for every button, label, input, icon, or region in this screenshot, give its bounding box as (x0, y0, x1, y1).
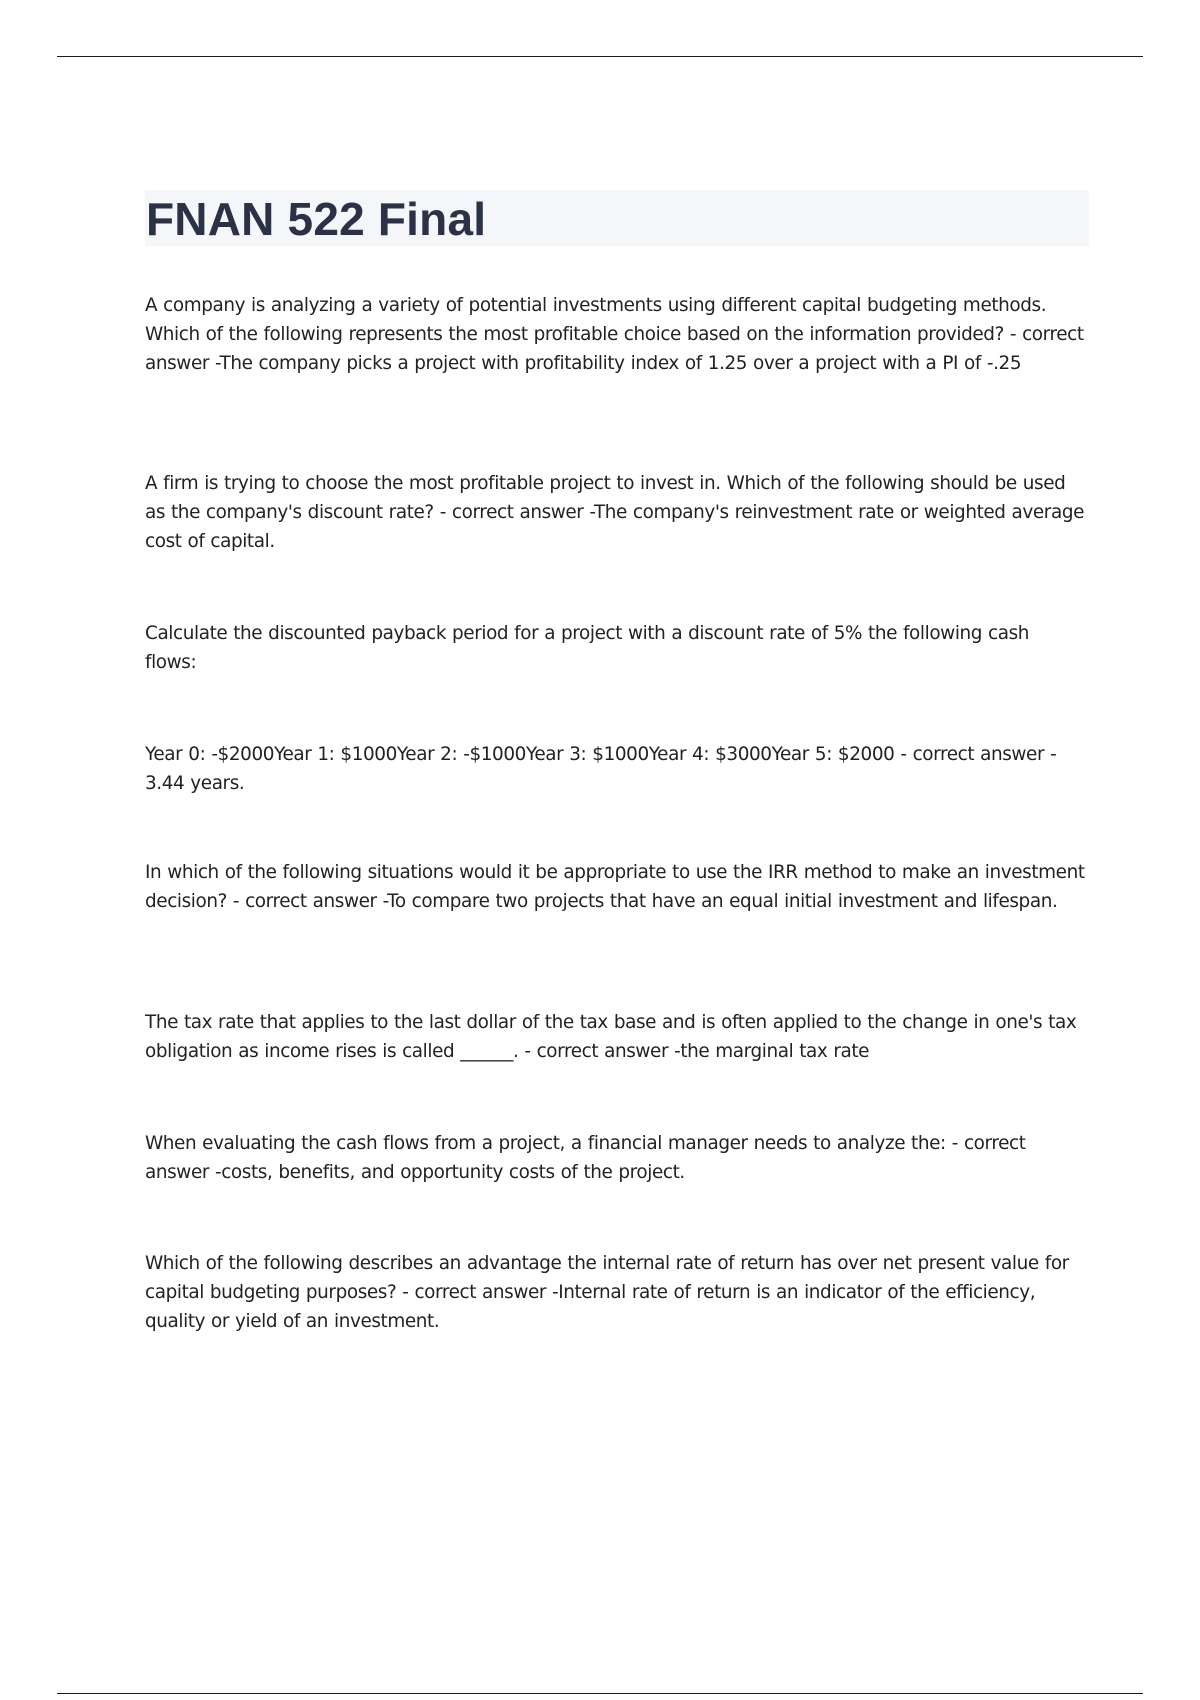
question-answer-paragraph: The tax rate that applies to the last dollar of the tax base and is often applied to the change in one's tax obligation as income rises is called ______. - correct answer -the marginal tax rate (145, 1012, 1077, 1062)
question-answer-paragraph: A firm is trying to choose the most profitable project to invest in. Which of the following should be used as the company's discount rate? - correct answer -The company's reinvestment rate or weighted average cost of capital. (145, 473, 1085, 552)
top-divider (57, 56, 1143, 57)
cash-flow-answer-paragraph: Year 0: -$2000Year 1: $1000Year 2: -$1000Year 3: $1000Year 4: $3000Year 5: $2000 - correct answer - 3.44 years. (145, 744, 1057, 794)
document-title: FNAN 522 Final (146, 193, 487, 245)
question-answer-paragraph: In which of the following situations would it be appropriate to use the IRR method to make an investment decision? - correct answer -To compare two projects that have an equal initial investment and lifespan. (145, 862, 1085, 912)
question-paragraph: Calculate the discounted payback period for a project with a discount rate of 5% the following cash flows: (145, 623, 1030, 673)
bottom-divider (57, 1693, 1143, 1694)
question-answer-paragraph: A company is analyzing a variety of potential investments using different capital budgeting methods. Which of the following represents the most profitable choice based on the information provided? - correct answer -The company picks a project with profitability index of 1.25 over a project with a PI of -.25 (145, 295, 1084, 374)
question-answer-paragraph: Which of the following describes an advantage the internal rate of return has over net present value for capital budgeting purposes? - correct answer -Internal rate of return is an indicator of the efficiency, quality or yield of an investment. (145, 1253, 1069, 1332)
question-answer-paragraph: When evaluating the cash flows from a project, a financial manager needs to analyze the: - correct answer -costs, benefits, and opportunity costs of the project. (145, 1133, 1026, 1183)
